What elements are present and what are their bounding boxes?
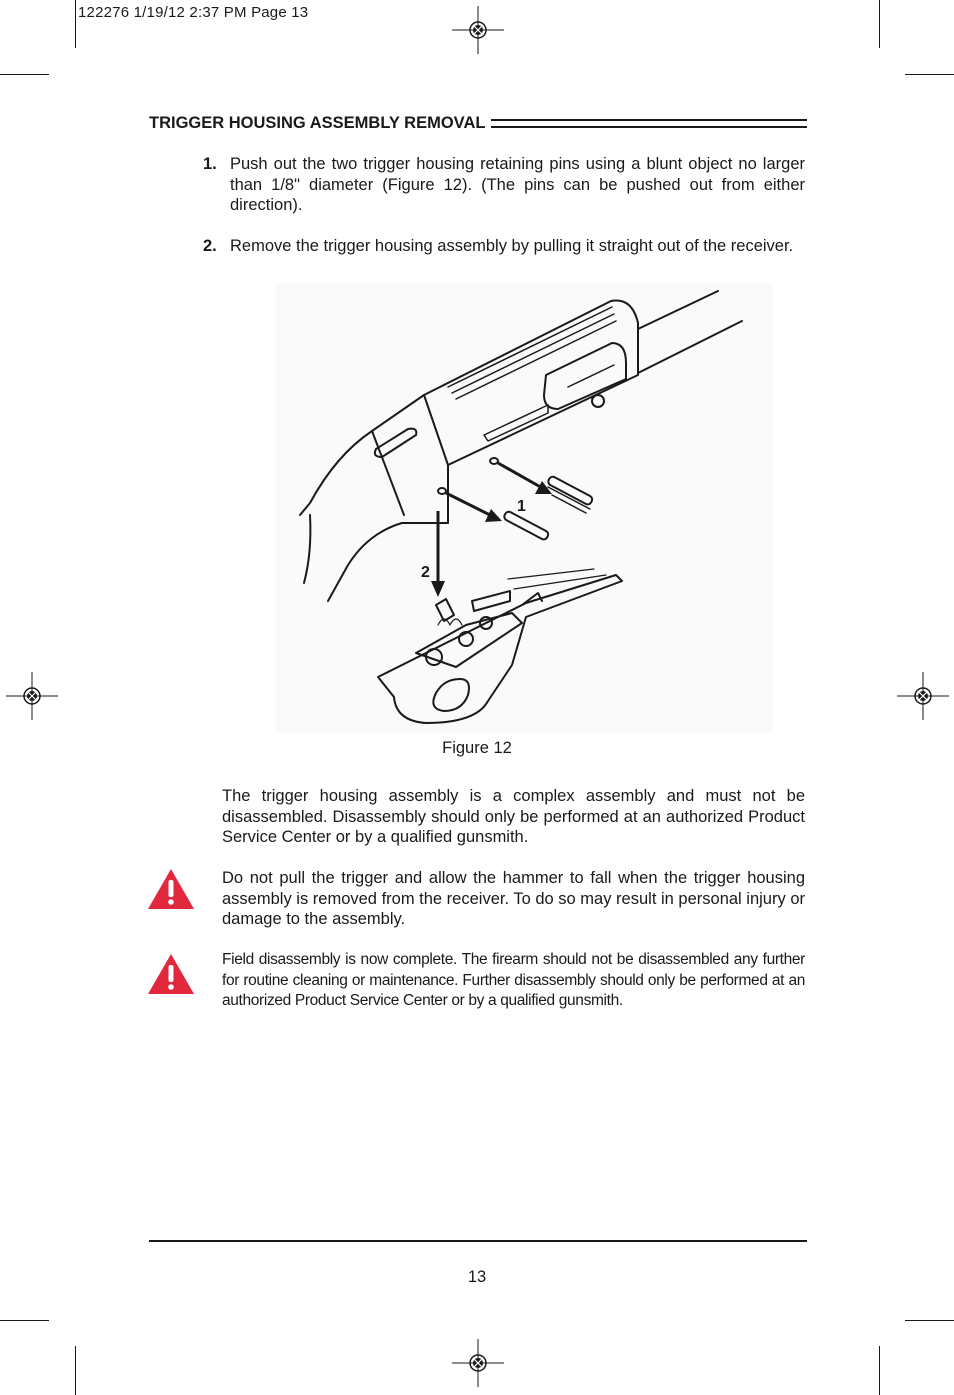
crop-mark-bottom-right-h (905, 1320, 954, 1321)
step-text: Remove the trigger housing assembly by pulling it straight out of the receiver. (230, 237, 794, 255)
callout-1: 1 (517, 498, 526, 515)
figure-12-illustration (276, 283, 773, 733)
crop-mark-bottom-left-v (75, 1346, 76, 1395)
print-slug: 122276 1/19/12 2:37 PM Page 13 (78, 4, 309, 21)
footer-rule (149, 1240, 807, 1242)
step-1 (203, 154, 805, 216)
figure-caption: Figure 12 (442, 739, 512, 757)
heading-double-rule (491, 119, 807, 128)
callout-2: 2 (421, 564, 430, 581)
registration-mark-top-icon (452, 6, 504, 54)
crop-mark-top-right-v (879, 0, 880, 48)
page-number: 13 (467, 1268, 487, 1286)
crop-mark-bottom-left-h (0, 1320, 49, 1321)
section-heading: TRIGGER HOUSING ASSEMBLY REMOVAL (149, 113, 486, 132)
section-heading-row (149, 114, 807, 132)
registration-mark-right-icon (897, 672, 949, 720)
crop-mark-top-left-v (75, 0, 76, 48)
crop-mark-top-right-h (905, 74, 954, 75)
step-text: Push out the two trigger housing retaining pins using a blunt object no larger than 1/8" diameter (Figure 12). (The pins can be pushed out from either direction). (230, 155, 805, 214)
paragraph-warning-hammer: Do not pull the trigger and allow the hammer to fall when the trigger housing assembly is removed from the receiver. To do so may result in personal injury or damage to the assembly. (222, 869, 805, 928)
paragraph-assembly-note: The trigger housing assembly is a complex assembly and must not be disassembled. Disassembly should only be performed at an authorized Product Service Center or by a qualified gunsmith. (222, 787, 805, 846)
warning-triangle-icon (147, 868, 195, 910)
step-2 (203, 236, 805, 257)
crop-mark-bottom-right-v (879, 1346, 880, 1395)
crop-mark-top-left-h (0, 74, 49, 75)
registration-mark-bottom-icon (452, 1339, 504, 1387)
step-number: 1. (203, 155, 217, 173)
step-number: 2. (203, 237, 217, 255)
registration-mark-left-icon (6, 672, 58, 720)
paragraph-warning-field-disassembly: Field disassembly is now complete. The firearm should not be disassembled any further for routine cleaning or maintenance. Further disassembly should only be performed at an authorized Product Service Center or by a qualified gunsmith. (222, 951, 805, 1009)
warning-triangle-icon (147, 953, 195, 995)
